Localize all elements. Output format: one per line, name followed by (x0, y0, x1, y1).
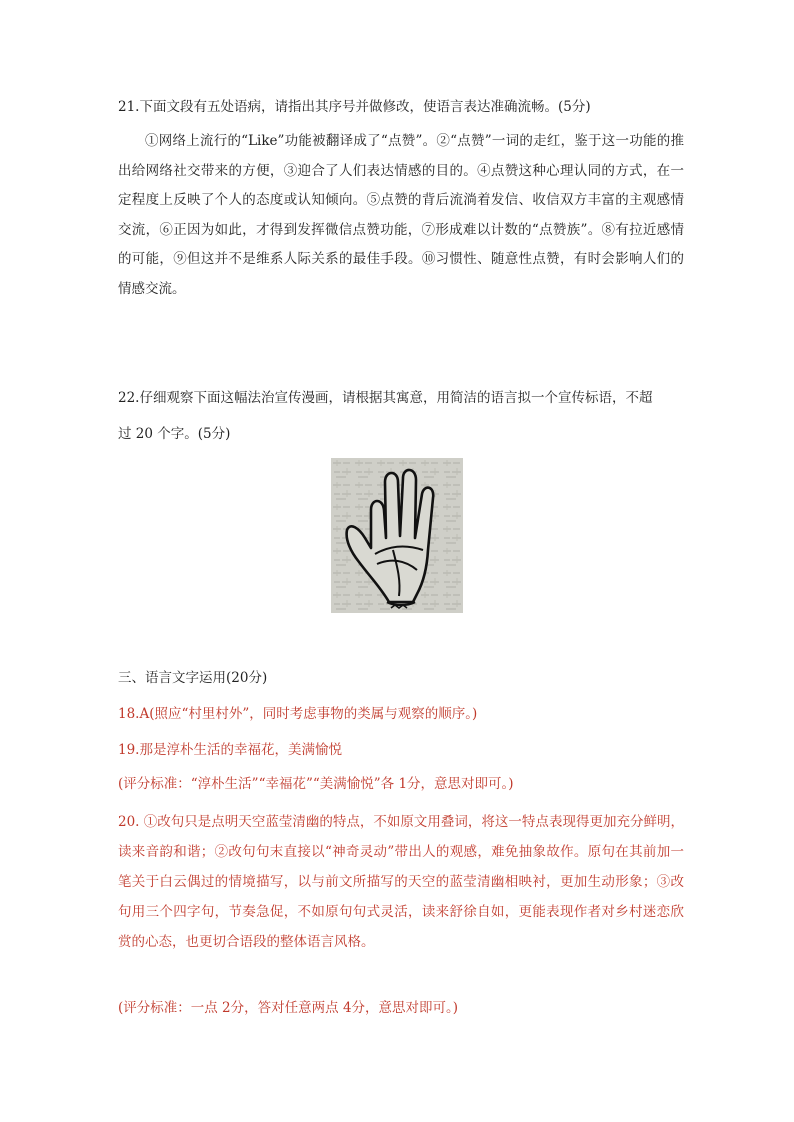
answer-19-scoring-note: (评分标准：“淳朴生活”“幸福花”“美满愉悦”各 1分，意思对即可。) (118, 776, 514, 792)
hand-cartoon-image (331, 458, 463, 613)
question-22-title-line2: 过 20 个字。(5分) (118, 426, 231, 442)
section-three-title: 三、语言文字运用(20分) (118, 670, 268, 686)
question-21-title: 21.下面文段有五处语病，请指出其序号并做修改，使语言表达准确流畅。(5分) (118, 99, 591, 115)
question-22-title-line1: 22.仔细观察下面这幅法治宣传漫画，请根据其寓意，用简洁的语言拟一个宣传标语，不超 (118, 390, 653, 406)
answer-19: 19.那是淳朴生活的幸福花，美满愉悦 (118, 742, 342, 758)
answer-20-scoring-note: (评分标准：一点 2分，答对任意两点 4分，意思对即可。) (118, 1000, 459, 1016)
answer-18: 18.A(照应“村里村外”，同时考虑事物的类属与观察的顺序。) (118, 706, 478, 722)
question-21-passage: ①网络上流行的“Like”功能被翻译成了“点赞”。②“点赞”一词的走红，鉴于这一功能的推出给网络社交带来的方便，③迎合了人们表达情感的目的。④点赞这种心理认同的方式，在一定程度上反映了个人的态度或认知倾向。⑤点赞的背后流淌着发信、收信双方丰富的主观感情交流，⑥正因为如此，才得到发挥微信点赞功能，⑦形成难以计数的“点赞族”。⑧有拉近感情的可能，⑨但这并不是维系人际关系的最佳手段。⑩习惯性、随意性点赞，有时会影响人们的情感交流。 (118, 133, 684, 297)
answer-20: 20. ①改句只是点明天空蓝莹清幽的特点，不如原文用叠词，将这一特点表现得更加充分鲜明，读来音韵和谐；②改句句末直接以“神奇灵动”带出人的观感，难免抽象故作。原句在其前加一笔关于白云偶过的情境描写，以与前文所描写的天空的蓝莹清幽相映衬，更加生动形象；③改句用三个四字句，节奏急促，不如原句句式灵活，读来舒徐自如，更能表现作者对乡村迷恋欣赏的心态，也更切合语段的整体语言风格。 (118, 814, 684, 950)
